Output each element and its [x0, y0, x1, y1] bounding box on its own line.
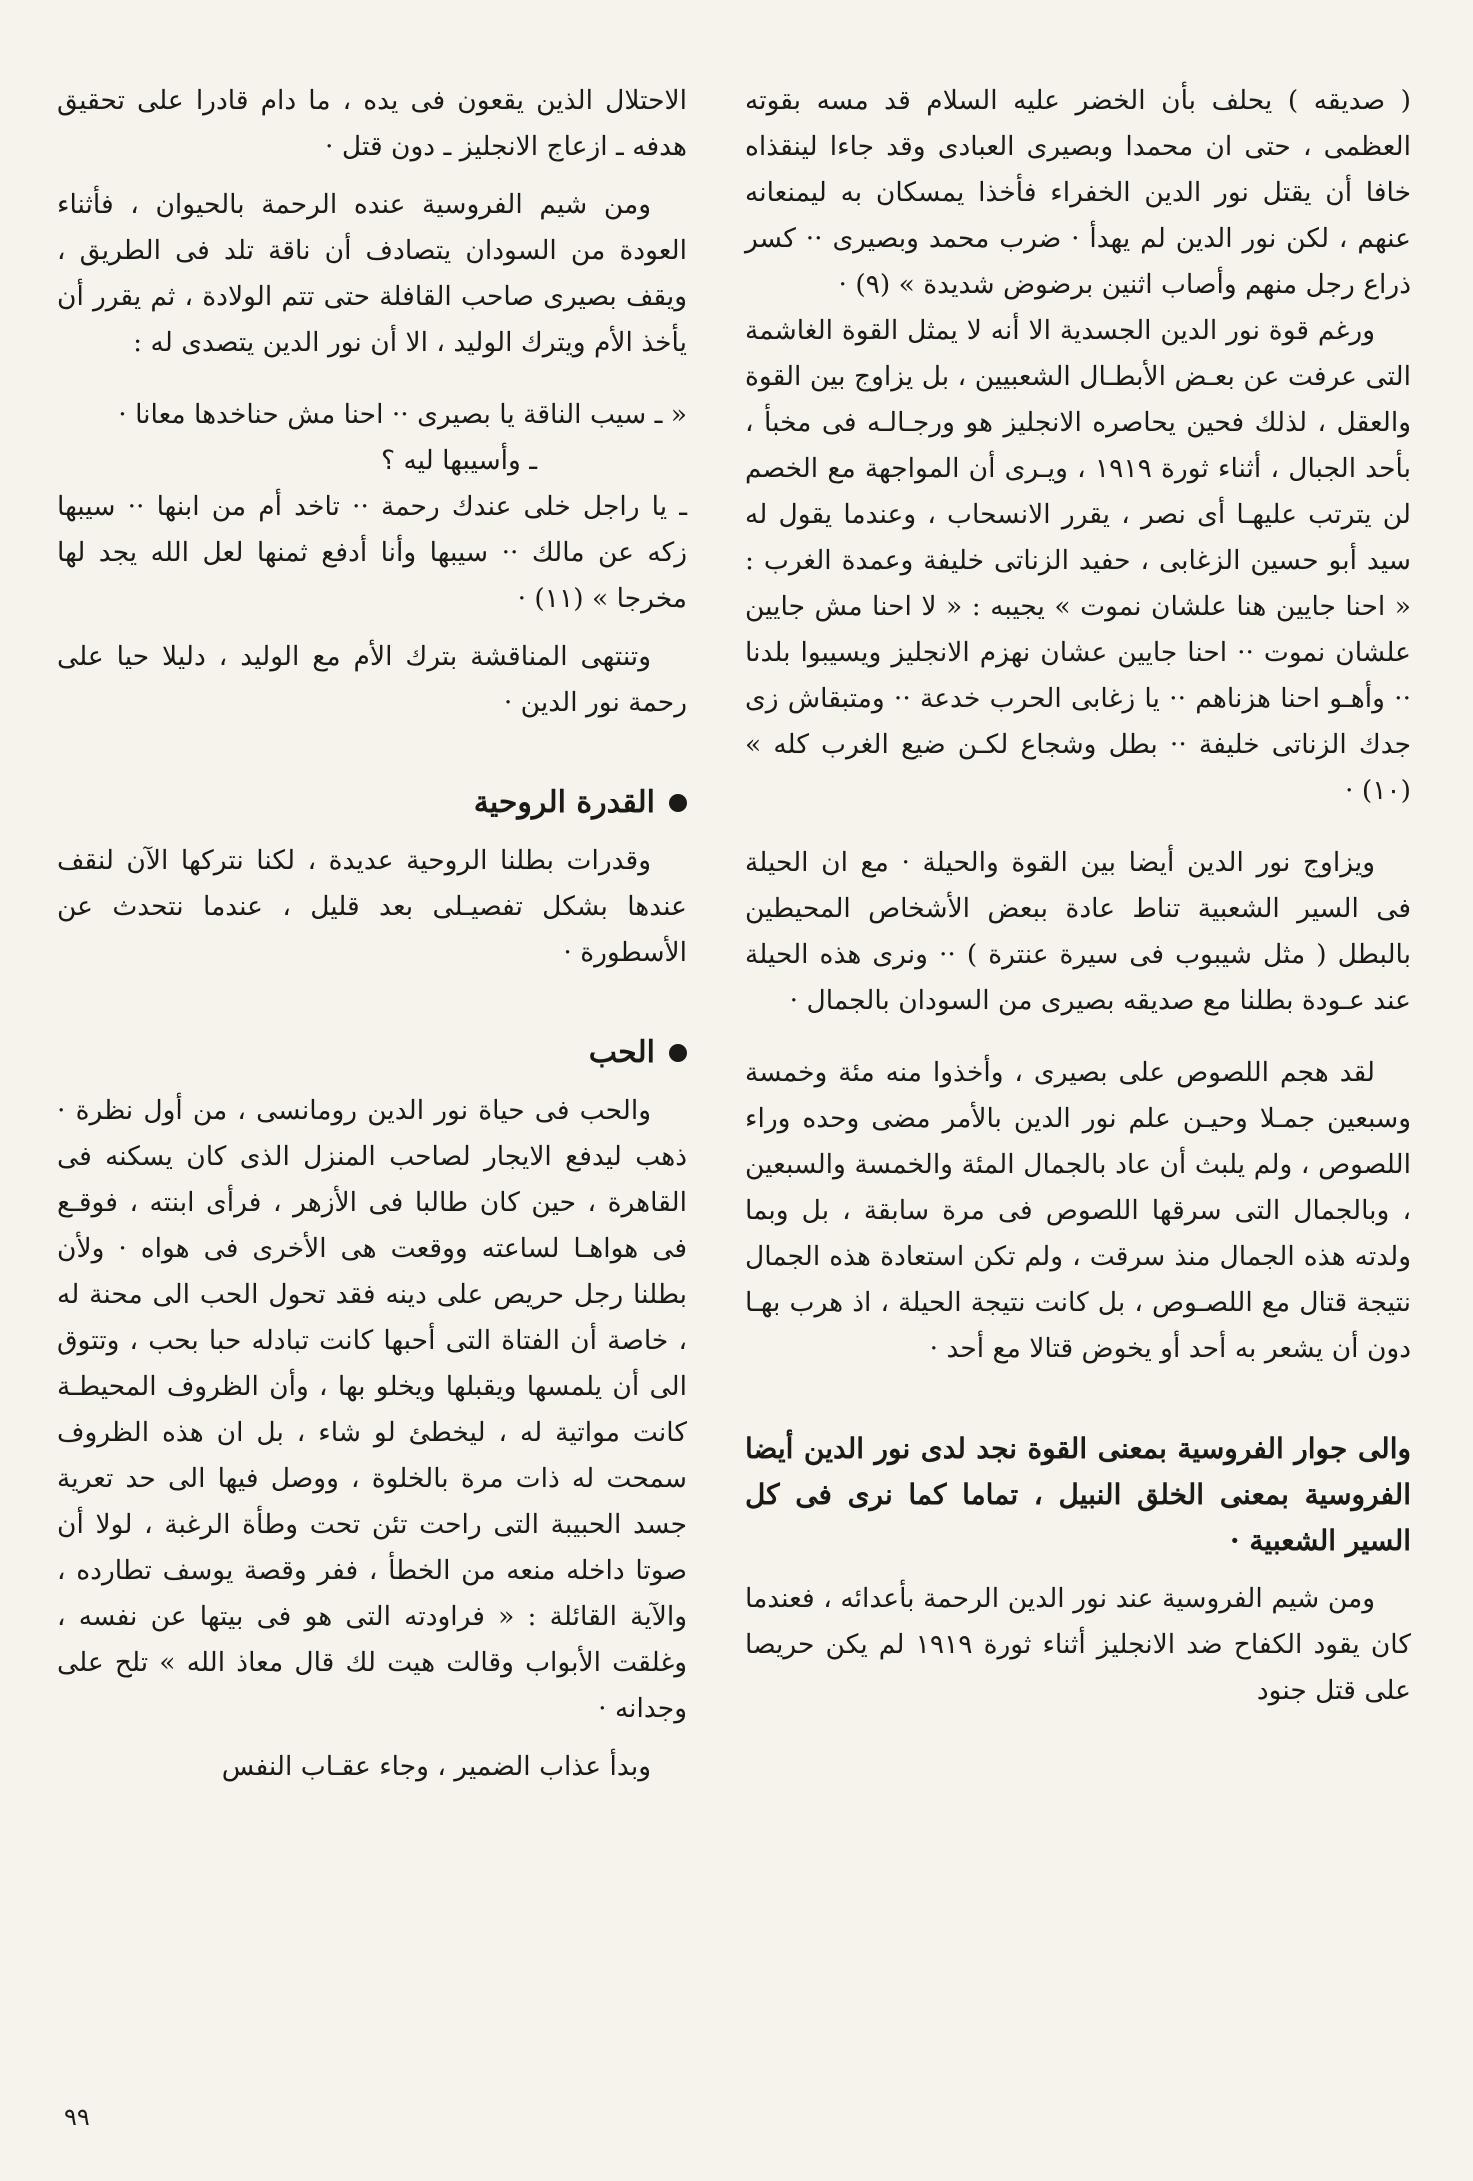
spacer: [57, 1732, 687, 1744]
dialog-line: ـ وأسيبها ليه ؟: [380, 445, 537, 476]
bullet-icon: [669, 794, 687, 812]
paragraph: وبدأ عذاب الضمير ، وجاء عقـاب النفس: [221, 1751, 651, 1782]
section-heading-text: القدرة الروحية: [473, 785, 655, 820]
paragraph: ومن شيم الفروسية عند نور الدين الرحمة بأعدائه ، فعندما كان يقود الكفاح ضد الانجليز أثناء ثورة ١٩١٩ لم يكن حريصا على قتل جنود: [745, 1583, 1411, 1706]
spacer: [57, 976, 687, 1030]
paragraph: ويزاوج نور الدين أيضا بين القوة والحيلة · مع ان الحيلة فى السير الشعبية تناط عادة ببعض الأشخاص المحيطين بالبطل ( مثل شيبوب فى سيرة عنترة ) ·· ونرى هذه الحيلة عند عـودة بطلنا مع صديقه بصيرى من السودان بالجمال ·: [745, 847, 1411, 1016]
dialog-line: ـ يا راجل خلى عندك رحمة ·· تاخد أم من ابنها ·· سيبها زكه عن مالك ·· سيبها وأنا أدفع ثمنها لعل الله يجد لها مخرجا » (١١) ·: [57, 491, 687, 614]
spacer: [57, 366, 687, 392]
pull-quote: والى جوار الفروسية بمعنى القوة نجد لدى نور الدين أيضا الفروسية بمعنى الخلق النبيل ، تماما كما نرى فى كل السير الشعبية ·: [745, 1432, 1411, 1557]
paragraph: الاحتلال الذين يقعون فى يده ، ما دام قادرا على تحقيق هدفه ـ ازعاج الانجليز ـ دون قتل ·: [57, 85, 687, 162]
spacer: [745, 1024, 1411, 1050]
spacer: [57, 826, 687, 838]
paragraph: وقدرات بطلنا الروحية عديدة ، لكنا نتركها الآن لنقف عندها بشكل تفصيـلى بعد قليل ، عندما نتحدث عن الأسطورة ·: [57, 845, 687, 968]
page-number: ٩٩: [64, 2103, 90, 2131]
section-heading: [57, 780, 687, 826]
left-column: [57, 78, 687, 1790]
paragraph: ( صديقه ) يحلف بأن الخضر عليه السلام قد مسه بقوته العظمى ، حتى ان محمدا وبصيرى العبادى وقد جاءا لينقذاه خافا أن يقتل نور الدين الخفراء فأخذا يمسكان به ليمنعانه عنهم ، لكن نور الدين لم يهدأ · ضرب محمد وبصيرى ·· كسر ذراع رجل منهم وأصاب اثنين برضوض شديدة » (٩) ·: [745, 85, 1411, 300]
paragraph: وتنتهى المناقشة بترك الأم مع الوليد ، دليلا حيا على رحمة نور الدين ·: [57, 641, 687, 718]
spacer: [745, 1372, 1411, 1426]
dialog-line: « ـ سيب الناقة يا بصيرى ·· احنا مش حناخدها معانا ·: [118, 399, 687, 430]
bullet-icon: [669, 1044, 687, 1062]
spacer: [745, 814, 1411, 840]
paragraph: لقد هجم اللصوص على بصيرى ، وأخذوا منه مئة وخمسة وسبعين جمـلا وحيـن علم نور الدين بالأمر مضى وحده وراء اللصوص ، ولم يلبث أن عاد بالجمال المئة والخمسة والسبعين ، وبالجمال التى سرقها اللصوص فى مرة سابقة ، بل وبما ولدته هذه الجمال منذ سرقت ، ولم تكن استعادة هذه الجمال نتيجة قتال مع اللصـوص ، بل كانت نتيجة الحيلة ، اذ هرب بهـا دون أن يشعر به أحد أو يخوض قتالا مع أحد ·: [745, 1057, 1411, 1364]
spacer: [57, 726, 687, 780]
right-column: [745, 78, 1411, 1714]
paragraph: ومن شيم الفروسية عنده الرحمة بالحيوان ، فأثناء العودة من السودان يتصادف أن ناقة تلد فى الطريق ، ويقف بصيرى صاحب القافلة حتى تتم الولادة ، ثم يقرر أن يأخذ الأم ويترك الوليد ، الا أن نور الدين يتصدى له :: [57, 189, 687, 358]
paragraph: والحب فى حياة نور الدين رومانسى ، من أول نظرة · ذهب ليدفع الايجار لصاحب المنزل الذى كان يسكنه فى القاهرة ، حين كان طالبا فى الأزهر ، فرأى ابنته ، فوقـع فى هواهـا لساعته ووقعت هى الأخرى فى هواه · ولأن بطلنا رجل حريص على دينه فقد تحول الحب الى محنة له ، خاصة أن الفتاة التى أحبها كانت تبادله حبا بحب ، وتتوق الى أن يلمسها ويقبلها ويخلو بها ، وأن الظروف المحيطـة كانت مواتية له ، ليخطئ لو شاء ، بل ان هذه الظروف سمحت له ذات مرة بالخلوة ، ووصل فيها الى حد تعرية جسد الحبيبة التى راحت تئن تحت وطأة الرغبة ، لولا أن صوتا داخله منعه من الخطأ ، ففر وقصة يوسف تطارده ، والآية القائلة : « فراودته التى هو فى بيتها عن نفسه ، وغلقت الأبواب وقالت هيت لك قال معاذ الله » تلح على وجدانه ·: [57, 1095, 687, 1724]
spacer: [57, 622, 687, 634]
section-heading-text: الحب: [588, 1035, 655, 1070]
spacer: [57, 170, 687, 182]
paragraph: ورغم قوة نور الدين الجسدية الا أنه لا يمثل القوة الغاشمة التى عرفت عن بعـض الأبطـال الشعبيين ، بل يزاوج بين القوة والعقل ، لذلك فحين يحاصره الانجليز هو ورجـالـه فى مخبأ ، بأحد الجبال ، أثناء ثورة ١٩١٩ ، ويـرى أن المواجهة مع الخصم لن يترتب عليهـا أى نصر ، يقرر الانسحاب ، وعندما يقول له سيد أبو حسين الزغابى ، حفيد الزناتى خليفة وعمدة الغرب : « احنا جايين هنا علشان نموت » يجيبه : « لا احنا مش جايين علشان نموت ·· احنا جايين عشان نهزم الانجليز ويسيبوا بلدنا ·· وأهـو احنا هزناهم ·· يا زغابى الحرب خدعة ·· ومتبقاش زى جدك الزناتى خليفة ·· بطل وشجاع لكـن ضيع الغرب كله » (١٠) ·: [745, 315, 1412, 806]
spacer: [745, 1564, 1411, 1576]
spacer: [57, 1076, 687, 1088]
section-heading: [57, 1030, 687, 1076]
